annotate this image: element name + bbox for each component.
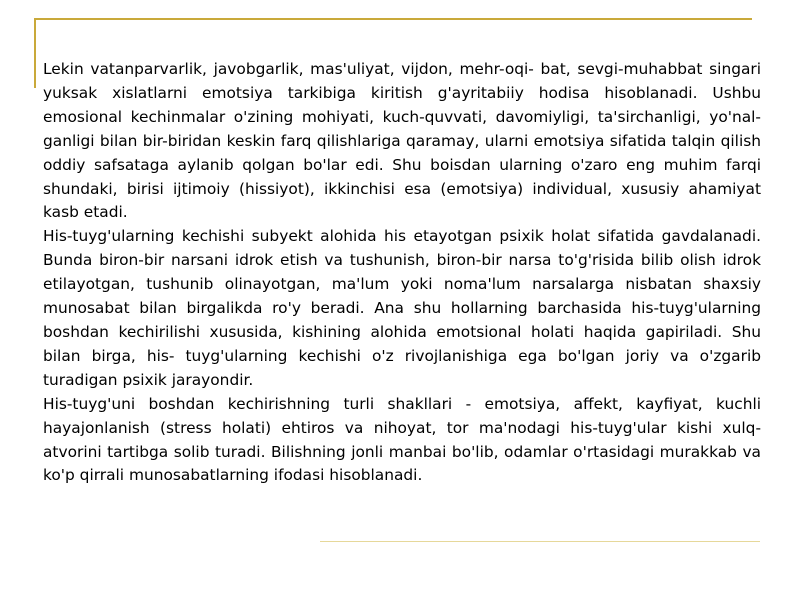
frame-left-line xyxy=(34,18,36,88)
text-body xyxy=(43,58,761,488)
paragraph-3: His-tuyg'uni boshdan kechirishning turli shakllari - emotsiya, affekt, kayfiyat, kuchli hayajonlanish (stress holati) ehtiros va nihoyat, tor ma'nodagi his-tuyg'ular kishi xulq-atvorini tartibga solib turadi. Bilishning jonli manbai bo'lib, odamlar o'rtasidagi murakkab va ko'p qirrali munosabatlarning ifodasi hisoblanadi. xyxy=(43,394,761,485)
paragraph-1: Lekin vatanparvarlik, javobgarlik, mas'uliyat, vijdon, mehr-oqi- bat, sevgi-muhabbat singari yuksak xislatlarni emotsiya tarkibiga kiritish g'ayritabiiy hodisa hisoblanadi. Ushbu emosional kechinmalar o'zining mohiyati, kuch-quvvati, davomiyligi, ta'sirchanligi, yo'nal- ganligi bilan bir-biridan keskin farq qilishlariga qaramay, ularni emotsiya sifatida talqin qilish oddiy safsataga aylanib qolgan bo'lar edi. Shu boisdan ularning o'zaro eng muhim farqi shundaki, birisi ijtimoiy (hissiyot), ikkinchisi esa (emotsiya) individual, xususiy ahamiyat kasb etadi. xyxy=(43,60,761,222)
frame-top-line xyxy=(34,18,752,20)
paragraph-2: His-tuyg'ularning kechishi subyekt alohida his etayotgan psixik holat sifatida gavdalanadi. Bunda biron-bir narsani idrok etish va tushunish, biron-bir narsa to'g'risida bilib olish idrok etilayotgan, tushunib olinayotgan, ma'lum yoki noma'lum narsalarga nisbatan shaxsiy munosabat bilan birgalikda ro'y beradi. Ana shu hollarning barchasida his-tuyg'ularning boshdan kechirilishi xususida, kishining alohida emotsional holati haqida gapiriladi. Shu bilan birga, his- tuyg'ularning kechishi o'z rivojlanishiga ega bo'lgan joriy va o'zgarib turadigan psixik jarayondir. xyxy=(43,227,761,389)
frame-bottom-line xyxy=(320,541,760,542)
